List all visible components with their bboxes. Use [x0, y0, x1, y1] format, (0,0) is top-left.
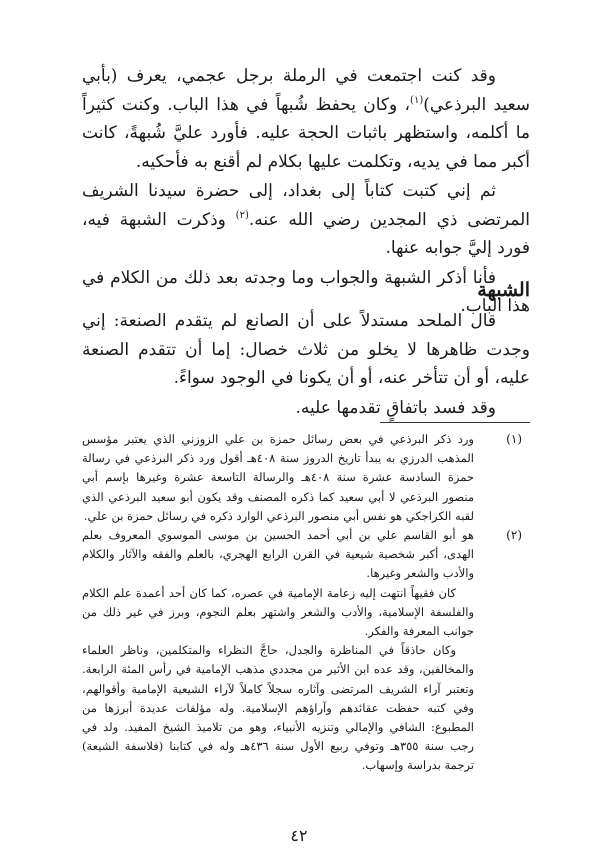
paragraph-1-name: البرذعي)	[423, 94, 487, 115]
paragraph-1-end: ، وكان يحفظ شُبهاً في هذا الباب. وكنت كثيراً ما أكلمه، واستظهر باثبات الحجة عليه. فأورد عليَّ شُبهةً، كانت أكبر مما في يديه، وتكلمت عليها بكلام لم أقنع به فأحكيه.	[82, 94, 530, 172]
section-paragraph-1: قال الملحد مستدلاً على أن الصانع لم يتقدم الصنعة: إني وجدت ظاهرها لا يخلو من ثلاث خصال: إما أن تتقدم الصنعة عليه، أو أن تتأخر عنه، أو أن يكونا في الوجود سواءً.	[82, 311, 530, 388]
main-text	[82, 62, 530, 321]
paragraph-2	[82, 177, 530, 263]
footnotes	[82, 430, 530, 776]
paragraph-1	[82, 62, 530, 176]
footnote-1-text: ورد ذكر البرذعي في بعض رسائل حمزة بن علي الزوزني الذي يعتبر مؤسس المذهب الدرزي به يبدأ تاريخ الدروز سنة ٤٠٨هـ أقول ورد ذكر البرذعي في رسالة حمزة السادسة عشرة سنة ٤٠٨هـ والرسالة التاسعة عشرة وغيرها بإسم أبي منصور البرذعي لا أبي سعيد كما ذكره المصنف وقد يكون أبو سعيد البرذعي الذي لقبه الكراجكي هو نفس أبي منصور البرذعي الوارد ذكره في رسائل حمزة بن علي.	[82, 432, 474, 523]
footnote-divider	[380, 422, 530, 423]
paragraph-3: فأنا أذكر الشبهة والجواب وما وجدته بعد ذلك من الكلام في هذا الباب.	[82, 267, 530, 316]
footnote-1	[82, 430, 530, 526]
paragraph-1-start: وقد كنت اجتمعت في الرملة برجل عجمي، يعرف (بأبي سعيد	[82, 66, 531, 115]
footnote-ref-1: (١)	[410, 94, 424, 106]
paragraph-2-start: ثم إني كتبت كتاباً إلى بغداد، إلى حضرة سيدنا الشريف المرتضى ذي المجدين رضي الله عنه.	[82, 181, 530, 230]
footnote-ref-2: (٢)	[235, 209, 249, 221]
footnote-2-text-1: هو أبو القاسم علي بن أبي أحمد الحسين بن موسى الموسوي المعروف بعلم الهدى، أكبر شخصية شيعية في القرن الرابع الهجري، بالعلم والفقه والآثار والكلام والأدب والشعر وغيرها.	[82, 528, 474, 581]
footnote-2	[82, 526, 530, 776]
section-heading: الشبهة	[477, 279, 530, 301]
section-text	[82, 307, 530, 422]
footnote-1-number: (١)	[506, 432, 522, 446]
footnote-2-text-2: كان فقيهاً انتهت إليه زعامة الإمامية في عصره، كما كان أحد أعمدة علم الكلام والفلسفة الإسلامية، والأدب والشعر واشتهر بعلم النجوم، وبرز في غير ذلك من جوانب المعرفة والفكر.	[82, 585, 474, 639]
footnote-2-text-3: وكان حاذقاً في المناظرة والجدل، حاجَّ النظراء والمتكلمين، وناظر العلماء والمخالفين، وقد عده ابن الأثير من مجددي مذهب الإمامية في رأس المئة الرابعة. وتعتبر آراء الشريف المرتضى وآثاره سجلاً كاملاً لآراء الشيعية الإمامية وأقوالهم، وفي كتبه حفظت عقائدهم وآراؤهم الإسلامية. وله مؤلفات عديدة أبرزها من المطبوع: الشافي والإمالي وتنزيه الأنبياء، وهو من تلاميذ الشيخ المفيد. ولد في رجب سنة ٣٥٥هـ وتوفي ربيع الأول سنة ٤٣٦هـ وله في كتابنا (فلاسفة الشيعة) ترجمة بدراسة وإسهاب.	[82, 643, 474, 773]
section-paragraph-2: وقد فسد باتفاقٍ تقدمها عليه.	[295, 397, 496, 418]
page-number: ٤٢	[290, 826, 308, 845]
paragraph-2-end: وذكرت الشبهة فيه، فورد إليَّ جوابه عنها.	[82, 209, 530, 258]
footnote-2-number: (٢)	[506, 528, 522, 543]
